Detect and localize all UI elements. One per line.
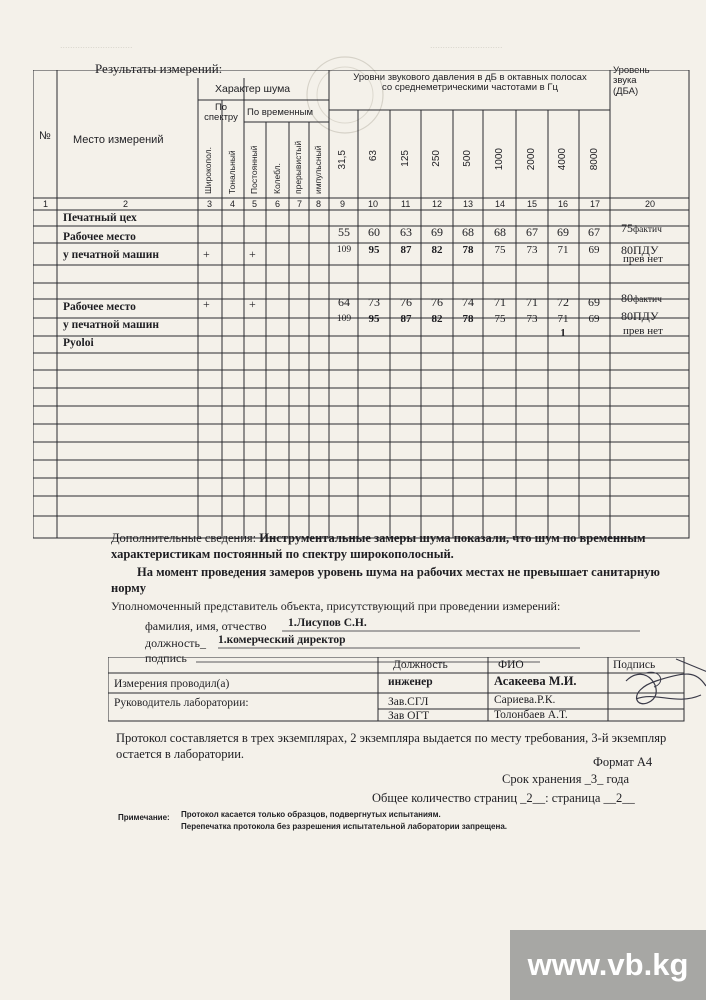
row-label: Рабочее место bbox=[63, 301, 136, 313]
row1-val-5: 68 bbox=[462, 225, 474, 239]
row6-level: прев нет bbox=[623, 325, 663, 337]
header-freq-8000: 8000 bbox=[589, 148, 600, 171]
header-num: № bbox=[39, 130, 51, 142]
sig-header-position: Должность bbox=[393, 659, 448, 671]
protocol-copies: Протокол составляется в трех экземплярах, 2 экземпляра выдается по месту требования, 3-й экземпляр остается в лаборатории. bbox=[116, 731, 667, 761]
header-by-spectrum: По спектру bbox=[204, 102, 238, 124]
row4-level bbox=[621, 292, 662, 306]
header-spectrum-tonal: Тональный bbox=[227, 150, 237, 194]
row5-val-9: 69 bbox=[588, 313, 600, 325]
header-freq-31-5: 31,5 bbox=[337, 150, 348, 170]
conclusion-text: На момент проведения замеров уровень шума на рабочих местах не превышает санитарную норму bbox=[111, 565, 660, 595]
row5-val-6: 75 bbox=[494, 313, 506, 325]
row1-val-3: 63 bbox=[400, 225, 412, 239]
row4-val-9: 69 bbox=[588, 295, 600, 309]
row1-level bbox=[621, 222, 662, 236]
row2-val-2: 95 bbox=[368, 244, 380, 256]
row1-val-6: 68 bbox=[494, 225, 506, 239]
row2-val-1: 109 bbox=[336, 245, 352, 255]
row2-val-8: 71 bbox=[557, 244, 569, 256]
col-num-12: 12 bbox=[432, 199, 443, 209]
row-label: Pyoloi bbox=[63, 337, 94, 349]
col-num-9: 9 bbox=[340, 199, 346, 209]
sig-header-name: ФИО bbox=[498, 659, 524, 671]
row1-val-2: 60 bbox=[368, 225, 380, 239]
header-sound-level: Уровень звука (ДБА) bbox=[613, 65, 650, 97]
note-label: Примечание: bbox=[118, 813, 170, 822]
sig-position-sgl: Зав.СГЛ bbox=[388, 696, 429, 708]
header-spectrum-wideband: Широкопол. bbox=[203, 147, 213, 194]
row1-val-8: 69 bbox=[557, 225, 569, 239]
header-freq-63: 63 bbox=[368, 150, 379, 162]
note-line-2: Перепечатка протокола без разрешения испытательной лаборатории запрещена. bbox=[181, 822, 507, 831]
fio-value: 1.Лисупов С.Н. bbox=[288, 617, 367, 629]
page-count: Общее количество страниц _2__: страница __2__ bbox=[372, 791, 635, 805]
row-label: Рабочее место bbox=[63, 231, 136, 243]
sig-name-sarieva: Сариева.Р.К. bbox=[494, 694, 556, 706]
position-label: должность_ bbox=[145, 636, 206, 650]
header-levels: Уровни звукового давления в дБ в октавных полосах со среднеметрическими частотами в Гц bbox=[353, 72, 587, 94]
row3-level: прев нет bbox=[623, 253, 663, 265]
row5-level: 80ПДУ bbox=[621, 309, 659, 323]
header-freq-250: 250 bbox=[431, 150, 442, 167]
row-label: Печатный цех bbox=[63, 212, 137, 224]
row4-level-value: 80 bbox=[621, 291, 633, 305]
row4-plus-wideband: + bbox=[203, 297, 210, 311]
representative-intro: Уполномоченный представитель объекта, присутствующий при проведении измерений: bbox=[111, 599, 561, 613]
row2-val-7: 73 bbox=[526, 244, 538, 256]
header-time-fluctuating: Колебл. bbox=[272, 163, 282, 194]
row6-val-8: 1 bbox=[560, 327, 566, 339]
additional-info bbox=[111, 530, 681, 562]
row4-val-7: 71 bbox=[526, 295, 538, 309]
row4-val-2: 73 bbox=[368, 295, 380, 309]
row4-val-5: 74 bbox=[462, 295, 474, 309]
row4-val-8: 72 bbox=[557, 295, 569, 309]
sig-name-tolonbaev: Толонбаев А.Т. bbox=[494, 709, 568, 721]
col-num-15: 15 bbox=[527, 199, 538, 209]
row3-plus-constant: + bbox=[249, 247, 256, 261]
col-num-2: 2 bbox=[123, 199, 129, 209]
row5-val-3: 87 bbox=[400, 313, 412, 325]
col-num-14: 14 bbox=[495, 199, 506, 209]
sig-role-measured: Измерения проводил(а) bbox=[114, 678, 230, 690]
format-label: Формат А4 bbox=[593, 755, 653, 769]
header-noise-character: Характер шума bbox=[215, 83, 291, 95]
row-label: у печатной машин bbox=[63, 319, 159, 331]
row2-val-5: 78 bbox=[462, 244, 474, 256]
row4-plus-constant: + bbox=[249, 297, 256, 311]
position-value: 1.комерческий директор bbox=[218, 634, 346, 646]
header-freq-4000: 4000 bbox=[557, 148, 568, 171]
header-time-constant: Постоянный bbox=[249, 145, 259, 194]
bleed-through-text: ............................. bbox=[430, 40, 503, 50]
sig-name-asakeeva: Асакеева М.И. bbox=[494, 674, 577, 688]
col-num-20: 20 bbox=[645, 199, 656, 209]
fio-label: фамилия, имя, отчество bbox=[145, 619, 267, 633]
header-freq-2000: 2000 bbox=[526, 148, 537, 171]
col-num-10: 10 bbox=[368, 199, 379, 209]
row1-level-value: 75 bbox=[621, 221, 633, 235]
additional-info-text: Инструментальные замеры шума показали, что шум по временным характеристикам постоянный по спектру широкополосный. bbox=[111, 531, 646, 561]
storage-period: Срок хранения _3_ года bbox=[502, 772, 630, 786]
position-label-text: должность bbox=[145, 636, 200, 650]
row3-plus-wideband: + bbox=[203, 247, 210, 261]
row4-val-6: 71 bbox=[494, 295, 506, 309]
col-num-11: 11 bbox=[401, 199, 411, 209]
row5-val-4: 82 bbox=[431, 313, 443, 325]
row4-val-1: 64 bbox=[338, 295, 350, 309]
row4-level-note: фактич bbox=[633, 295, 662, 305]
watermark-vb-kg: www.vb.kg bbox=[510, 930, 706, 1000]
col-num-4: 4 bbox=[230, 199, 236, 209]
row1-val-4: 69 bbox=[431, 225, 443, 239]
col-num-6: 6 bbox=[275, 199, 281, 209]
row2-level: 80ПДУ bbox=[621, 243, 659, 257]
row1-val-1: 55 bbox=[338, 225, 350, 239]
header-freq-125: 125 bbox=[400, 150, 411, 167]
handwritten-signatures bbox=[606, 651, 706, 721]
col-num-1: 1 bbox=[43, 199, 49, 209]
header-by-time: По временным bbox=[247, 107, 314, 118]
row1-val-9: 67 bbox=[588, 225, 600, 239]
row1-level-note: фактич bbox=[633, 225, 662, 235]
col-num-5: 5 bbox=[252, 199, 258, 209]
row5-val-7: 73 bbox=[526, 313, 538, 325]
col-num-16: 16 bbox=[558, 199, 569, 209]
sig-role-lab-head: Руководитель лаборатории: bbox=[114, 697, 249, 709]
row5-val-5: 78 bbox=[462, 313, 474, 325]
signature-label: подпись bbox=[145, 651, 187, 665]
row5-val-8: 71 bbox=[557, 313, 569, 325]
header-freq-1000: 1000 bbox=[494, 148, 505, 171]
col-num-7: 7 bbox=[297, 199, 303, 209]
header-place: Место измерений bbox=[73, 134, 164, 146]
signatures-table bbox=[108, 657, 688, 728]
col-num-3: 3 bbox=[207, 199, 213, 209]
additional-info-label: Дополнительные сведения: bbox=[111, 531, 260, 545]
sig-position-engineer: инженер bbox=[388, 676, 433, 688]
row2-val-6: 75 bbox=[494, 244, 506, 256]
row4-val-3: 76 bbox=[400, 295, 412, 309]
row5-val-2: 95 bbox=[368, 313, 380, 325]
row2-val-9: 69 bbox=[588, 244, 600, 256]
col-num-13: 13 bbox=[463, 199, 474, 209]
row-label: у печатной машин bbox=[63, 249, 159, 261]
row1-val-7: 67 bbox=[526, 225, 538, 239]
header-time-intermittent: прерывистый bbox=[293, 140, 303, 194]
conclusion bbox=[111, 564, 681, 596]
results-title: Результаты измерений: bbox=[95, 61, 223, 76]
col-num-17: 17 bbox=[590, 199, 601, 209]
row5-val-1: 109 bbox=[336, 314, 352, 324]
row4-val-4: 76 bbox=[431, 295, 443, 309]
col-num-8: 8 bbox=[316, 199, 322, 209]
row2-val-4: 82 bbox=[431, 244, 443, 256]
header-freq-500: 500 bbox=[462, 150, 473, 167]
sig-position-ogt: Зав ОГТ bbox=[388, 710, 430, 722]
sig-header-signature: Подпись bbox=[613, 659, 656, 671]
header-time-impulse: импульсный bbox=[313, 145, 323, 194]
row2-val-3: 87 bbox=[400, 244, 412, 256]
bleed-through-text: ............................. bbox=[60, 40, 133, 50]
note-line-1: Протокол касается только образцов, подвергнутых испытаниям. bbox=[181, 810, 441, 819]
